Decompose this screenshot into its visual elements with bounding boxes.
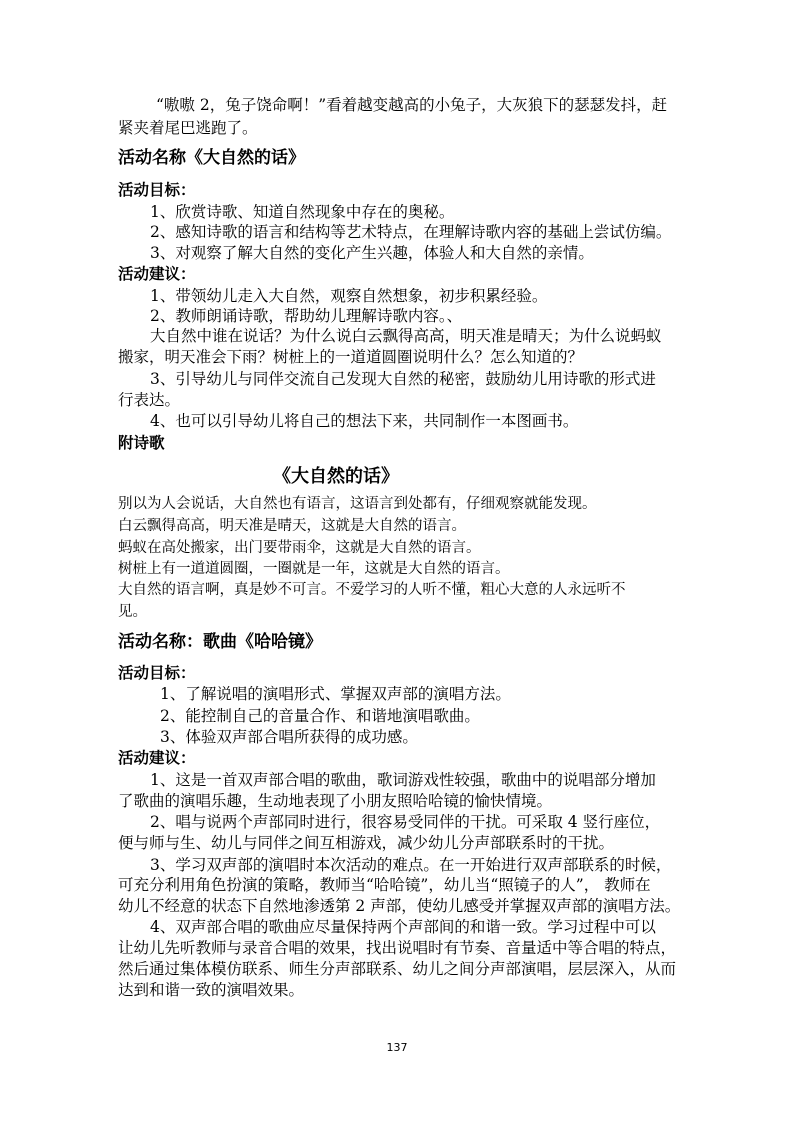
activity2-goal-3: 3、体验双声部合唱所获得的成功感。 [160, 728, 418, 746]
activity1-suggest-7: 4、也可以引导幼儿将自己的想法下来，共同制作一本图画书。 [150, 412, 579, 430]
activity1-suggest-5: 3、引导幼儿与同伴交流自己发现大自然的秘密，鼓励幼儿用诗歌的形式进 [150, 370, 656, 388]
activity1-title: 活动名称《大自然的话》 [118, 148, 305, 168]
poem-title: 《大自然的话》 [273, 466, 399, 487]
activity2-suggest-11: 达到和谐一致的演唱效果。 [118, 981, 305, 999]
page-number: 137 [386, 1041, 408, 1054]
activity2-suggest-3: 2、唱与说两个声部同时进行，很容易受同伴的干扰。可采取 4 竖行座位， [150, 813, 661, 831]
poem-line-3: 蚂蚁在高处搬家，出门要带雨伞，这就是大自然的语言。 [118, 540, 481, 556]
activity2-suggest-8: 4、双声部合唱的歌曲应尽量保持两个声部间的和谐一致。学习过程中可以 [150, 918, 656, 936]
activity2-suggest-1: 1、这是一首双声部合唱的歌曲，歌词游戏性较强，歌曲中的说唱部分增加 [150, 771, 656, 789]
activity1-suggest-6: 行表达。 [118, 391, 181, 409]
activity1-suggest-2: 2、教师朗诵诗歌，帮助幼儿理解诗歌内容。、 [150, 307, 463, 325]
activity2-goal-1: 1、了解说唱的演唱形式、掌握双声部的演唱方法。 [160, 685, 511, 703]
activity1-goal-1: 1、欣赏诗歌、知道自然现象中存在的奥秘。 [150, 203, 455, 221]
intro-line-2: 紧夹着尾巴逃跑了。 [118, 119, 258, 137]
intro-line-1: “嗷嗷 2，兔子饶命啊！”看着越变越高的小兔子，大灰狼下的瑟瑟发抖，赶 [156, 96, 668, 114]
poem-line-2: 白云飘得高高，明天准是晴天，这就是大自然的语言。 [118, 518, 466, 534]
activity2-suggest-2: 了歌曲的演唱乐趣，生动地表现了小朋友照哈哈镜的愉快情境。 [118, 792, 553, 810]
activity2-title: 活动名称：歌曲《哈哈镜》 [118, 632, 322, 652]
poem-line-4: 树桩上有一道道圆圈，一圈就是一年，这就是大自然的语言。 [118, 561, 510, 577]
activity1-suggest-4: 搬家，明天准会下雨？树桩上的一道道圆圈说明什么？怎么知道的？ [118, 348, 584, 366]
activity1-suggest-heading: 活动建议： [118, 264, 196, 283]
activity1-goal-2: 2、感知诗歌的语言和结构等艺术特点，在理解诗歌内容的基础上尝试仿编。 [150, 223, 672, 241]
activity1-goal-3: 3、对观察了解大自然的变化产生兴趣，体验人和大自然的亲情。 [150, 244, 594, 262]
activity1-suggest-1: 1、带领幼儿走入大自然，观察自然想象，初步积累经验。 [150, 287, 548, 305]
activity2-suggest-9: 让幼儿先听教师与录音合唱的效果，找出说唱时有节奏、音量适中等合唱的特点， [118, 939, 677, 957]
appendix-heading: 附诗歌 [118, 433, 165, 452]
activity2-goals-heading: 活动目标： [118, 663, 196, 682]
activity2-suggest-4: 便与师与生、幼儿与同伴之间互相游戏，减少幼儿分声部联系时的干扰。 [118, 834, 615, 852]
poem-line-6: 见。 [118, 604, 147, 620]
activity2-suggest-7: 幼儿不经意的状态下自然地渗透第 2 声部，使幼儿感受并掌握双声部的演唱方法。 [118, 897, 681, 915]
poem-line-1: 别以为人会说话，大自然也有语言，这语言到处都有，仔细观察就能发现。 [118, 496, 597, 512]
activity1-suggest-3: 大自然中谁在说话？为什么说白云飘得高高，明天准是晴天；为什么说蚂蚁 [150, 327, 662, 345]
activity1-goals-heading: 活动目标： [118, 180, 196, 199]
activity2-suggest-heading: 活动建议： [118, 748, 196, 767]
activity2-suggest-6: 可充分利用角色扮演的策略，教师当“哈哈镜”，幼儿当“照镜子的人”， 教师在 [118, 876, 651, 894]
activity2-goal-2: 2、能控制自己的音量合作、和谐地演唱歌曲。 [160, 707, 480, 725]
activity2-suggest-5: 3、学习双声部的演唱时本次活动的难点。在一开始进行双声部联系的时候， [150, 856, 672, 874]
poem-line-5: 大自然的语言啊，真是妙不可言。不爱学习的人听不懂，粗心大意的人永远听不 [118, 582, 626, 598]
activity2-suggest-10: 然后通过集体模仿联系、师生分声部联系、幼儿之间分声部演唱，层层深入，从而 [118, 960, 677, 978]
